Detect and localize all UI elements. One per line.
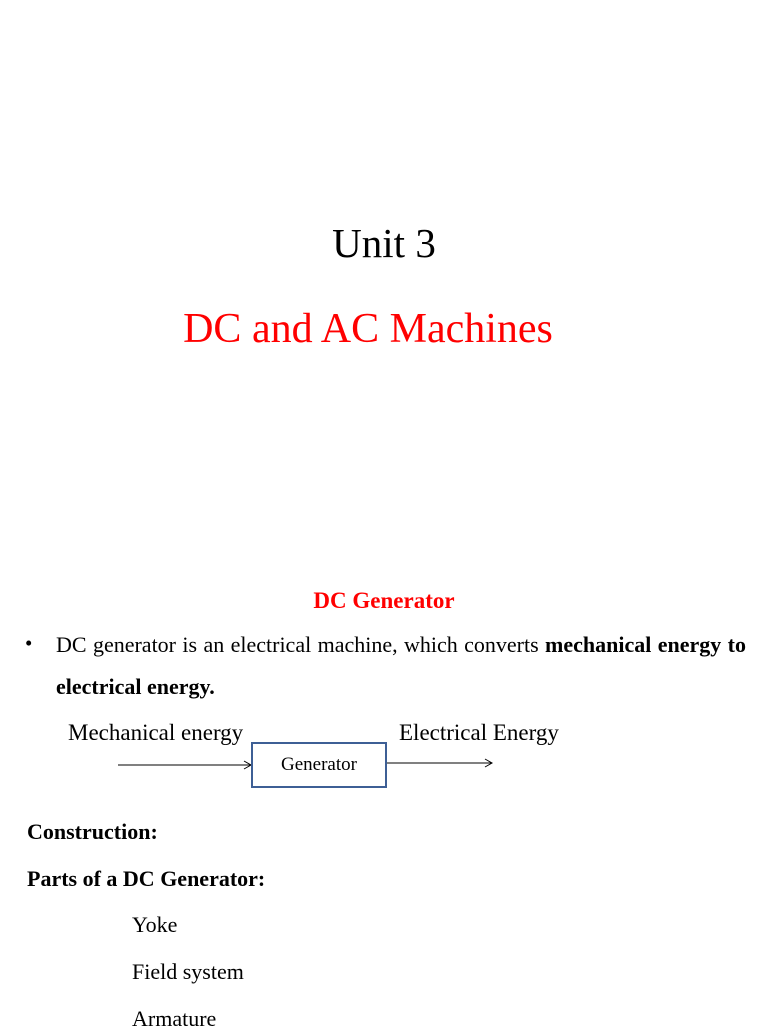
definition-bold-text: mechanical energy to electrical energy. (56, 632, 746, 699)
part-item-armature: Armature (132, 1006, 217, 1031)
parts-heading: Parts of a DC Generator: (27, 866, 266, 891)
main-title: DC and AC Machines (183, 306, 553, 352)
section-heading: DC Generator (313, 588, 455, 613)
bullet-marker: • (25, 631, 33, 655)
construction-heading: Construction: (27, 819, 158, 844)
part-item-yoke: Yoke (132, 912, 178, 937)
generator-box (251, 742, 387, 788)
output-energy-label: Electrical Energy (399, 720, 559, 745)
part-item-field-system: Field system (132, 959, 244, 984)
generator-label: Generator (281, 754, 357, 775)
definition-text: DC generator is an electrical machine, which converts (56, 632, 546, 657)
input-energy-label: Mechanical energy (68, 720, 244, 745)
unit-title: Unit 3 (332, 220, 436, 266)
